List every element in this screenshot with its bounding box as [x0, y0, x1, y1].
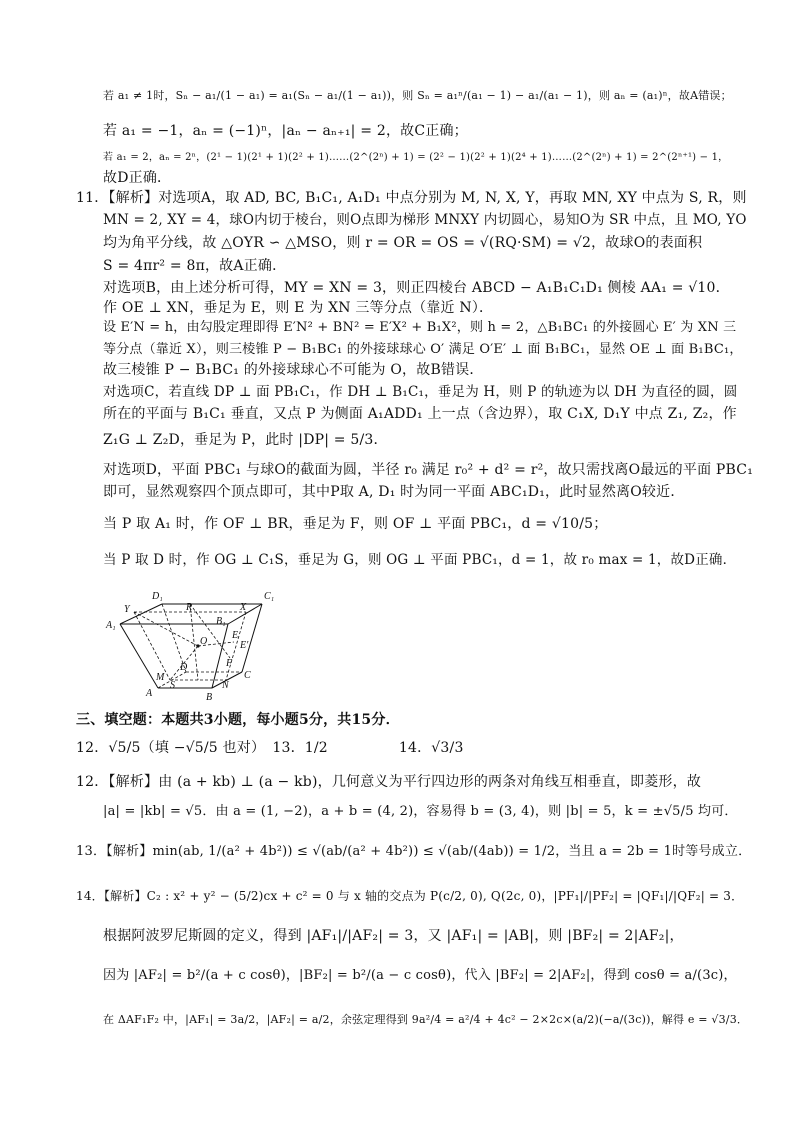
text-line: 当 P 取 D 时，作 OG ⊥ C₁S，垂足为 G，则 OG ⊥ 平面 PBC₁，d = 1，故 r₀ max = 1，故D正确． — [103, 552, 737, 568]
label-S: S — [170, 680, 175, 691]
text-line: MN = 2, XY = 4，球O内切于棱台，则O点即为梯形 MNXY 内切圆心，易知O为 SR 中点，且 MO, YO — [103, 212, 747, 228]
frustum-diagram — [100, 584, 290, 704]
label-Y: Y — [124, 604, 130, 615]
label-E: E — [232, 630, 239, 641]
text-line: 即可，显然观察四个顶点即可，其中P取 A, D₁ 时为同一平面 ABC₁D₁，此时显然离O较近． — [103, 484, 685, 500]
label-O: O — [200, 636, 208, 647]
text-line: 12．√5/5（填 −√5/5 也对） 13．1/2 14．√3/3 — [76, 740, 464, 756]
text-line: 等分点（靠近 X），则三棱锥 P − B₁BC₁ 的外接球球心 O′ 满足 O′E′ ⊥ 面 B₁BC₁，显然 OE ⊥ 面 B₁BC₁， — [103, 342, 743, 357]
text-line: 14．【解析】C₂ : x² + y² − (5/2)cx + c² = 0 与 x 轴的交点为 P(c/2, 0), Q(2c, 0)，|PF₁|/|PF₂| = |QF₁|/|QF₂| = 3． — [76, 889, 744, 903]
text-line: 故D正确． — [103, 170, 172, 186]
text-line: 若 a₁ = −1，aₙ = (−1)ⁿ，|aₙ − aₙ₊₁| = 2，故C正确； — [103, 123, 468, 139]
frustum-figure — [100, 584, 290, 704]
label-X: X — [240, 602, 247, 613]
text-line: 因为 |AF₂| = b²/(a + c cosθ)，|BF₂| = b²/(a − c cosθ)，代入 |BF₂| = 2|AF₂|，得到 cosθ = a/(3c)， — [103, 968, 737, 983]
text-line: 在 ΔAF₁F₂ 中，|AF₁| = 3a/2，|AF₂| = a/2，余弦定理得到 9a²/4 = a²/4 + 4c² − 2×2c×(a/2)(−a/(3c))，解得 e = √3/3． — [103, 1013, 749, 1026]
label-A1: A₁ — [106, 620, 116, 631]
text-line: 若 a₁ = 2，aₙ = 2ⁿ，(2¹ − 1)(2¹ + 1)(2² + 1)……(2^(2ⁿ) + 1) = (2² − 1)(2² + 1)(2⁴ + 1)……(2^(2ⁿ) + 1) = 2^(2ⁿ⁺¹) − 1， — [103, 152, 729, 163]
text-line: 11．【解析】对选项A，取 AD, BC, B₁C₁, A₁D₁ 中点分别为 M, N, X, Y，再取 MN, XY 中点为 S, R，则 — [76, 190, 747, 206]
label-M: M — [156, 672, 165, 683]
text-line: 当 P 取 A₁ 时，作 OF ⊥ BR，垂足为 F，则 OF ⊥ 平面 PBC₁，d = √10/5； — [103, 516, 608, 532]
label-F: F — [226, 658, 233, 669]
label-D1: D₁ — [152, 591, 163, 602]
section-heading: 三、填空题：本题共3小题，每小题5分，共15分． — [76, 712, 400, 728]
text-line: 作 OE ⊥ XN，垂足为 E，则 E 为 XN 三等分点（靠近 N）． — [103, 300, 494, 316]
text-line: 故三棱锥 P − B₁BC₁ 的外接球球心不可能为 O，故B错误． — [103, 362, 484, 378]
text-line: 设 E′N = h，由勾股定理即得 E′N² + BN² = E′X² + B₁X²，则 h = 2，△B₁BC₁ 的外接圆心 E′ 为 XN 三 — [103, 320, 737, 335]
text-line: Z₁G ⊥ Z₂D，垂足为 P，此时 |DP| = 5/3． — [103, 432, 388, 448]
text-line: 所在的平面与 B₁C₁ 垂直，又点 P 为侧面 A₁ADD₁ 上一点（含边界），取 C₁X, D₁Y 中点 Z₁, Z₂，作 — [103, 406, 737, 422]
text-line: 均为角平分线，故 △OYR ∽ △MSO，则 r = OR = OS = √(RQ·SM) = √2，故球O的表面积 — [103, 235, 703, 251]
label-B1: B₁ — [216, 616, 226, 627]
label-A: A — [146, 688, 153, 699]
text-line: S = 4πr² = 8π，故A正确． — [103, 258, 287, 274]
text-line: 根据阿波罗尼斯圆的定义，得到 |AF₁|/|AF₂| = 3，又 |AF₁| = |AB|，则 |BF₂| = 2|AF₂|， — [103, 928, 684, 944]
label-R: R — [186, 602, 193, 613]
text-line: |a| = |kb| = √5．由 a = (1, −2)，a + b = (4, 2)，容易得 b = (3, 4)，则 |b| = 5，k = ±√5/5 均可． — [103, 804, 738, 819]
label-Eprime: E′ — [240, 640, 249, 651]
text-line: 13．【解析】min(ab, 1/(a² + 4b²)) ≤ √(ab/(a² + 4b²)) ≤ √(ab/(4ab)) = 1/2，当且 a = 2b = 1时等号成立． — [76, 844, 752, 859]
label-B: B — [206, 692, 213, 703]
text-line: 对选项B，由上述分析可得，MY = XN = 3，则正四棱台 ABCD − A₁B₁C₁D₁ 侧棱 AA₁ = √10． — [103, 280, 730, 296]
label-C: C — [244, 670, 251, 681]
label-C1: C₁ — [264, 591, 275, 602]
label-N: N — [222, 680, 229, 691]
text-line: 若 a₁ ≠ 1时，Sₙ − a₁/(1 − a₁) = a₁(Sₙ − a₁/(1 − a₁))，则 Sₙ = a₁ⁿ/(a₁ − 1) − a₁/(a₁ − 1)，则 aₙ = (a₁)ⁿ，故A错误； — [103, 89, 732, 102]
label-D: D — [180, 662, 188, 673]
text-line: 对选项D，平面 PBC₁ 与球O的截面为圆，半径 r₀ 满足 r₀² + d² = r²，故只需找离O最远的平面 PBC₁ — [103, 462, 754, 478]
text-line: 12．【解析】由 (a + kb) ⊥ (a − kb)，几何意义为平行四边形的两条对角线互相垂直，即菱形，故 — [76, 774, 702, 790]
text-line: 对选项C，若直线 DP ⊥ 面 PB₁C₁，作 DH ⊥ B₁C₁，垂足为 H，则 P 的轨迹为以 DH 为直径的圆，圆 — [103, 384, 738, 400]
